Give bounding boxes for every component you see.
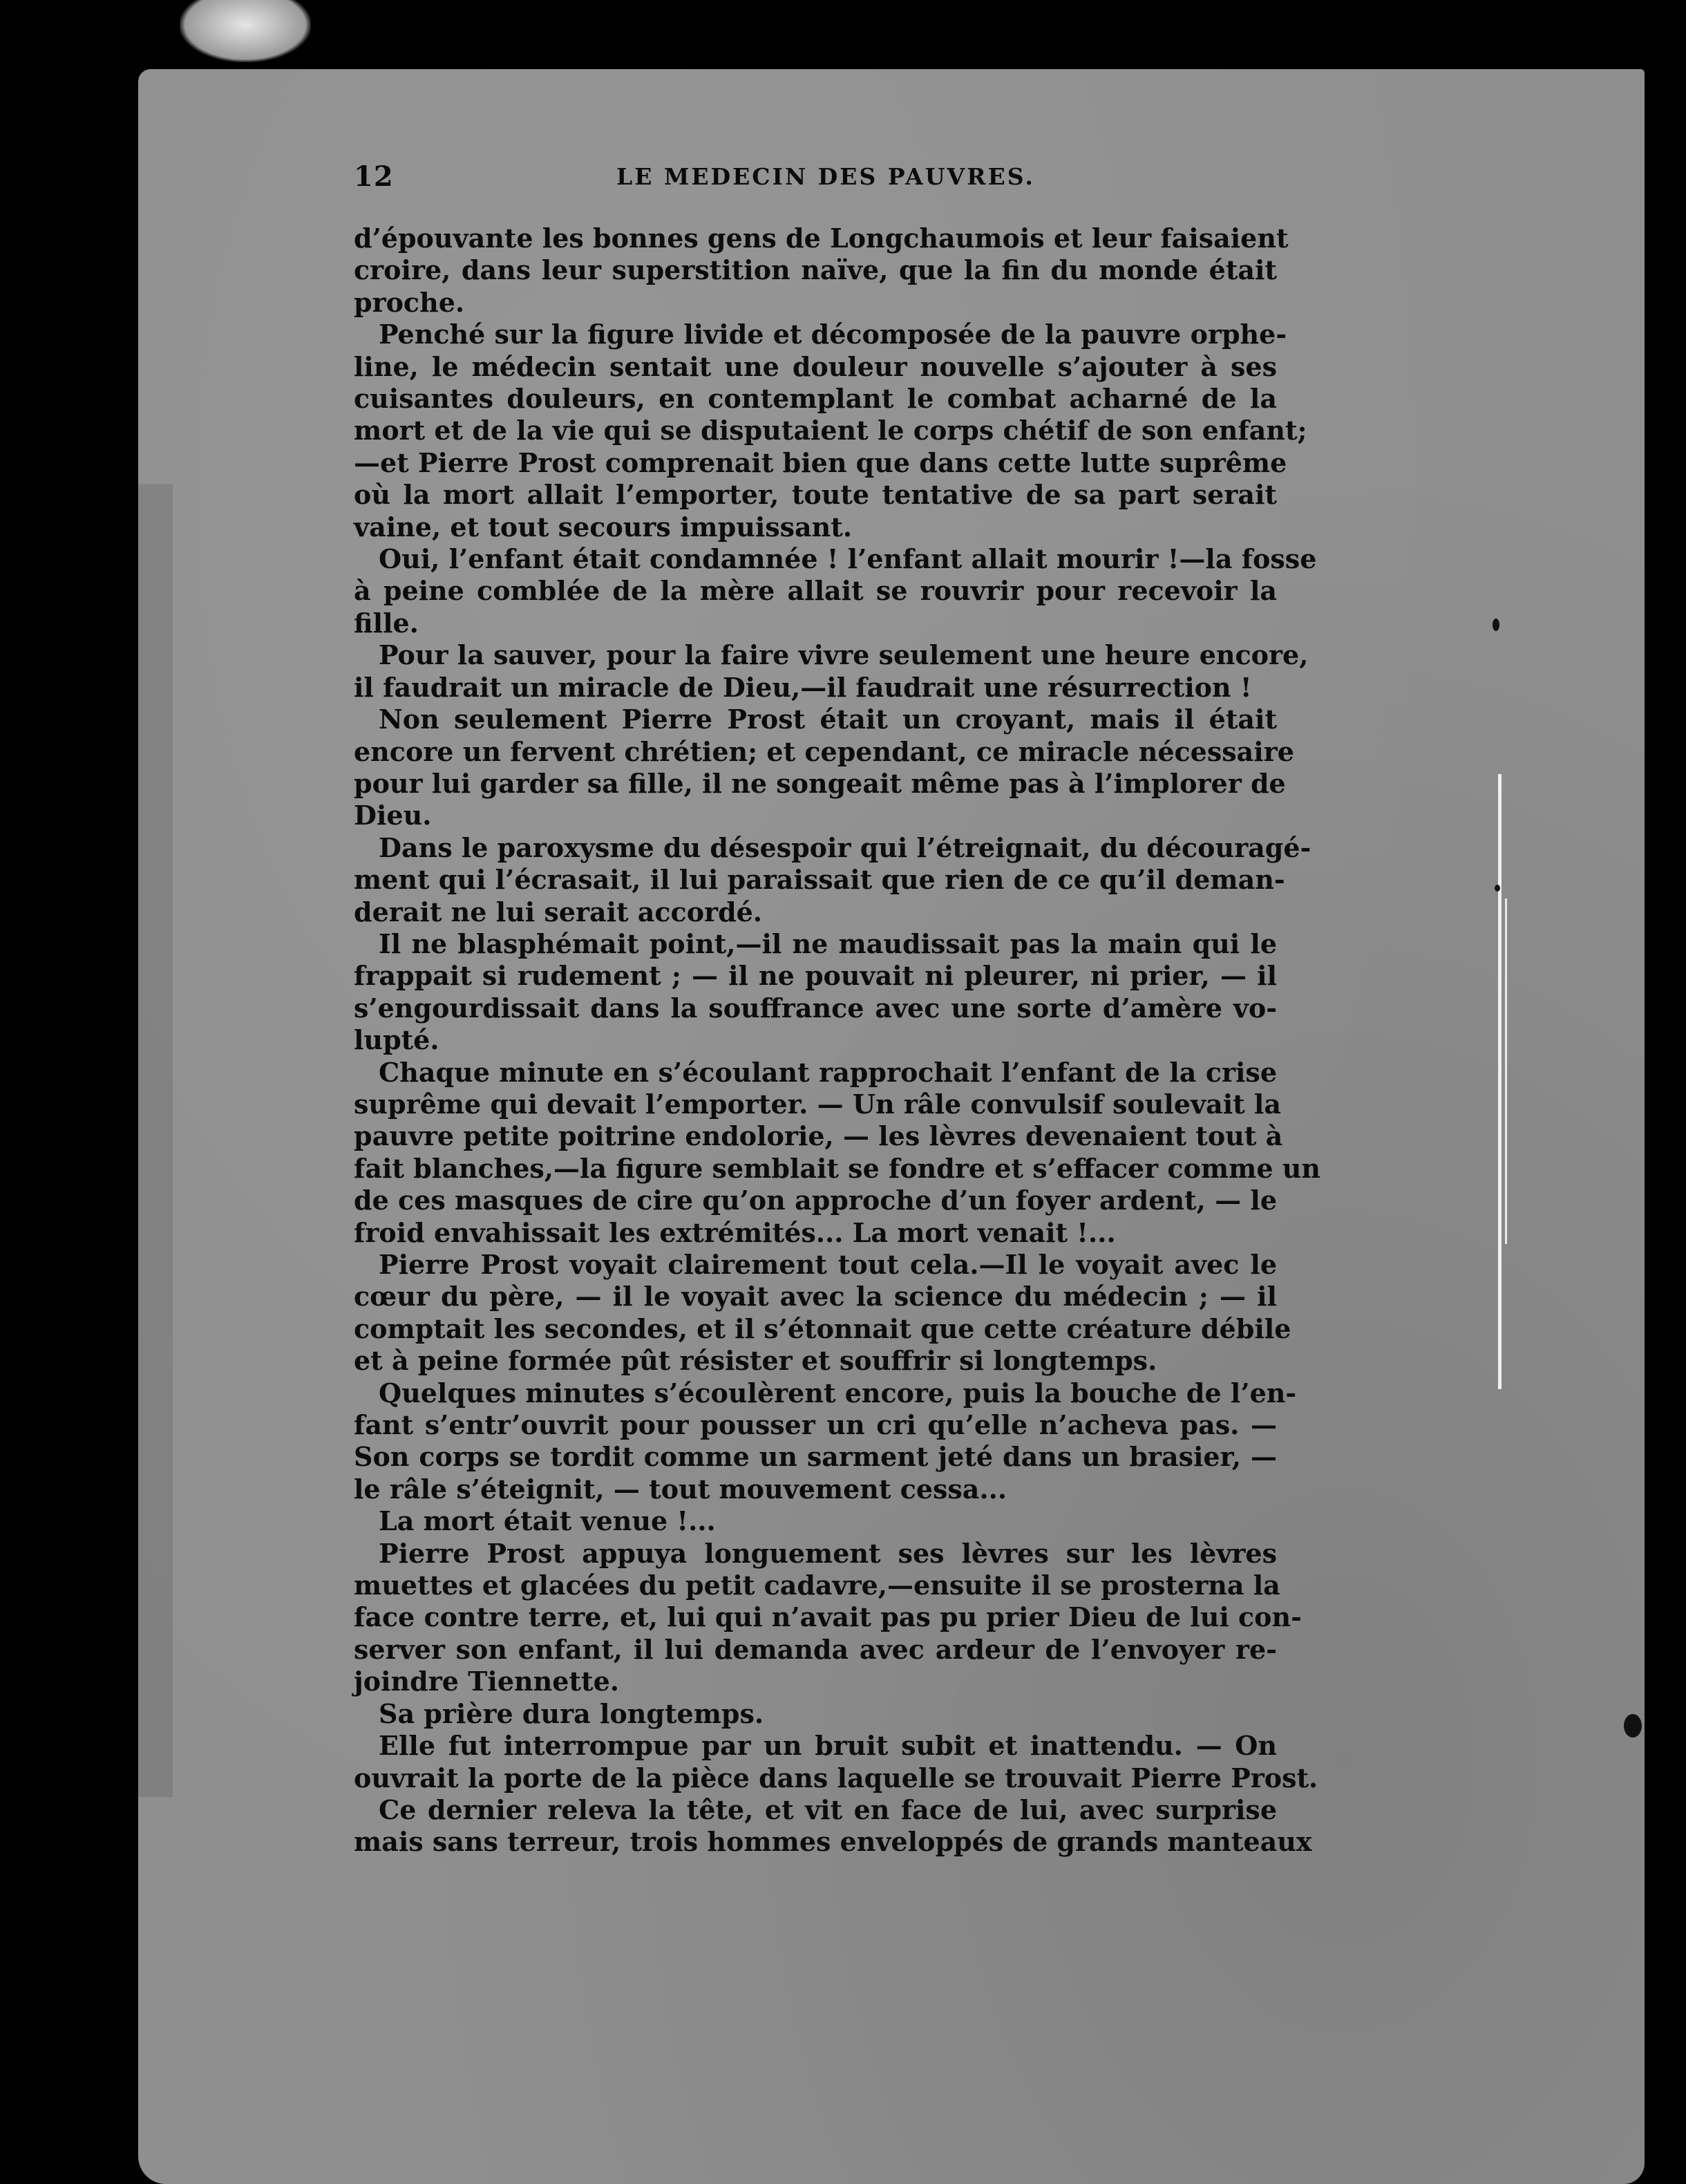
text-line: Ce dernier releva la tête, et vit en face de lui, avec surprise: [379, 1794, 1277, 1825]
ink-speck: [1495, 885, 1500, 892]
text-line: ouvrait la porte de la pièce dans laquelle se trouvait Pierre Prost.: [354, 1762, 1318, 1794]
text-line: Dans le paroxysme du désespoir qui l’étreignait, du découragé-: [379, 831, 1311, 863]
page-number: 12: [354, 160, 394, 193]
ink-speck: [1493, 619, 1499, 631]
text-line: pour lui garder sa fille, il ne songeait même pas à l’implorer de: [354, 767, 1286, 799]
text-line: Pour la sauver, pour la faire vivre seulement une heure encore,: [379, 639, 1309, 671]
text-line: Il ne blasphémait point,—il ne maudissait pas la main qui le: [379, 928, 1277, 959]
text-line: de ces masques de cire qu’on approche d’un foyer ardent, — le: [354, 1185, 1277, 1216]
page-header: [354, 160, 1273, 195]
text-line: Son corps se tordit comme un sarment jeté dans un brasier, —: [354, 1441, 1277, 1473]
torn-paper-fragment: [180, 0, 311, 62]
text-line: Sa prière dura longtemps.: [379, 1697, 764, 1729]
text-line: cuisantes douleurs, en contemplant le combat acharné de la: [354, 383, 1277, 415]
text-line: mais sans terreur, trois hommes enveloppés de grands manteaux: [354, 1826, 1312, 1858]
text-line: pauvre petite poitrine endolorie, — les lèvres devenaient tout à: [354, 1120, 1283, 1152]
text-line: La mort était venue !...: [379, 1505, 716, 1537]
text-line: fille.: [354, 607, 419, 639]
text-line: fait blanches,—la figure semblait se fondre et s’effacer comme un: [354, 1152, 1320, 1184]
text-line: vaine, et tout secours impuissant.: [354, 511, 853, 543]
ink-blot: [1624, 1714, 1642, 1738]
text-line: fant s’entr’ouvrit pour pousser un cri qu’elle n’acheva pas. —: [354, 1409, 1277, 1441]
text-line: server son enfant, il lui demanda avec ardeur de l’envoyer re-: [354, 1633, 1277, 1665]
text-line: encore un fervent chrétien; et cependant, ce miracle nécessaire: [354, 735, 1294, 767]
text-line: Non seulement Pierre Prost était un croyant, mais il était: [379, 704, 1277, 735]
text-line: Pierre Prost appuya longuement ses lèvres sur les lèvres: [379, 1537, 1277, 1569]
text-line: et à peine formée pût résister et souffrir si longtemps.: [354, 1345, 1157, 1377]
text-line: derait ne lui serait accordé.: [354, 896, 763, 928]
text-line: line, le médecin sentait une douleur nouvelle s’ajouter à ses: [354, 350, 1277, 382]
text-line: d’épouvante les bonnes gens de Longchaumois et leur faisaient: [354, 223, 1289, 254]
text-line: comptait les secondes, et il s’étonnait que cette créature débile: [354, 1312, 1291, 1344]
text-line: le râle s’éteignit, — tout mouvement cessa...: [354, 1473, 1007, 1505]
body-text: [354, 223, 1320, 1858]
text-line: —et Pierre Prost comprenait bien que dans cette lutte suprême: [354, 446, 1287, 478]
text-line: où la mort allait l’emporter, toute tentative de sa part serait: [354, 479, 1277, 511]
text-line: cœur du père, — il le voyait avec la science du médecin ; — il: [354, 1281, 1277, 1312]
text-line: Oui, l’enfant était condamnée ! l’enfant allait mourir !—la fosse: [379, 543, 1317, 575]
running-title: LE MEDECIN DES PAUVRES.: [616, 163, 1035, 190]
text-line: Elle fut interrompue par un bruit subit et inattendu. — On: [379, 1730, 1277, 1762]
text-line: il faudrait un miracle de Dieu,—il faudrait une résurrection !: [354, 671, 1252, 703]
text-line: mort et de la vie qui se disputaient le corps chétif de son enfant;: [354, 415, 1307, 446]
text-line: Dieu.: [354, 800, 432, 831]
text-line: lupté.: [354, 1024, 439, 1056]
text-line: croire, dans leur superstition naïve, que la fin du monde était: [354, 254, 1277, 286]
text-line: Chaque minute en s’écoulant rapprochait l’enfant de la crise: [379, 1056, 1277, 1088]
text-line: proche.: [354, 286, 465, 318]
text-line: Pierre Prost voyait clairement tout cela.—Il le voyait avec le: [379, 1249, 1277, 1280]
text-line: suprême qui devait l’emporter. — Un râle convulsif soulevait la: [354, 1088, 1281, 1120]
text-line: froid envahissait les extrémités... La mort venait !...: [354, 1216, 1116, 1248]
text-line: à peine comblée de la mère allait se rouvrir pour recevoir la: [354, 575, 1277, 607]
text-line: s’engourdissait dans la souffrance avec une sorte d’amère vo-: [354, 992, 1277, 1024]
text-line: frappait si rudement ; — il ne pouvait ni pleurer, ni prier, — il: [354, 960, 1277, 992]
page-fold-line: [1498, 774, 1502, 1389]
text-line: Penché sur la figure livide et décomposée de la pauvre orphe-: [379, 319, 1287, 350]
text-line: muettes et glacées du petit cadavre,—ensuite il se prosterna la: [354, 1570, 1280, 1601]
page-fold-shadow: [1505, 898, 1507, 1244]
text-line: ment qui l’écrasait, il lui paraissait que rien de ce qu’il deman-: [354, 864, 1285, 896]
text-line: joindre Tiennette.: [354, 1666, 619, 1697]
text-line: face contre terre, et, lui qui n’avait pas pu prier Dieu de lui con-: [354, 1601, 1302, 1633]
text-line: Quelques minutes s’écoulèrent encore, puis la bouche de l’en-: [379, 1377, 1297, 1409]
